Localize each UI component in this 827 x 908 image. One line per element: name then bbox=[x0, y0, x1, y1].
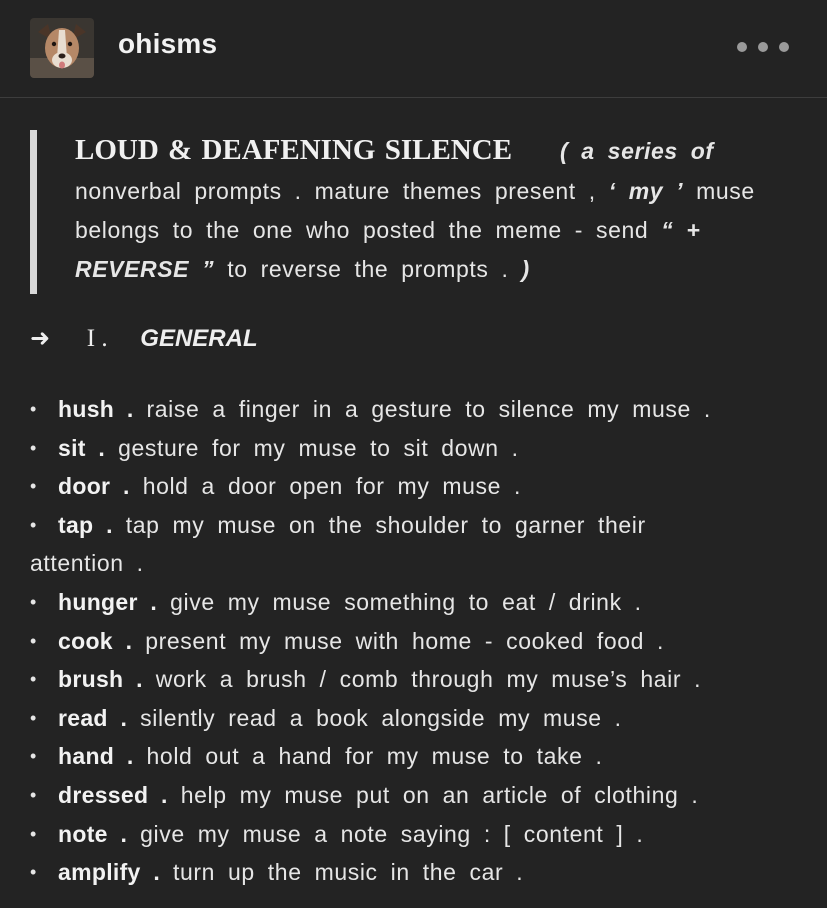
bullet-icon: • bbox=[30, 669, 37, 690]
section-heading bbox=[30, 324, 258, 353]
prompt-keyword: read . bbox=[58, 704, 128, 731]
list-item bbox=[30, 512, 646, 539]
list-item bbox=[30, 743, 602, 770]
bullet-icon: • bbox=[30, 399, 37, 419]
bullet-icon: • bbox=[30, 746, 37, 767]
more-options-icon[interactable] bbox=[737, 35, 789, 59]
prompt-text: tap my muse on the shoulder to garner their bbox=[125, 511, 646, 538]
quote-text: muse bbox=[696, 178, 755, 204]
dog-avatar-icon[interactable] bbox=[30, 18, 94, 78]
prompt-text: raise a finger in a gesture to silence my muse . bbox=[146, 396, 711, 422]
quote-text: ) bbox=[521, 256, 530, 282]
bullet-icon: • bbox=[30, 476, 37, 497]
bullet-icon: • bbox=[30, 514, 37, 535]
prompt-text-continuation: attention . bbox=[30, 550, 144, 577]
quote-text: nonverbal prompts . mature themes present , bbox=[75, 178, 596, 204]
prompt-keyword: amplify . bbox=[58, 859, 161, 886]
more-dot bbox=[779, 42, 789, 52]
section-numeral: I . bbox=[86, 325, 108, 352]
quote-text: REVERSE ” bbox=[75, 256, 215, 282]
bullet-icon: • bbox=[30, 592, 37, 612]
prompt-text: give my muse something to eat / drink . bbox=[170, 589, 642, 615]
username-link[interactable]: ohisms bbox=[118, 28, 218, 59]
prompt-keyword: tap . bbox=[58, 511, 113, 538]
prompt-keyword: brush . bbox=[58, 666, 143, 693]
prompt-keyword: hand . bbox=[58, 743, 134, 770]
prompt-keyword: door . bbox=[58, 473, 130, 500]
post-blockquote bbox=[30, 130, 790, 294]
prompt-keyword: hush . bbox=[58, 396, 134, 422]
bullet-icon: • bbox=[30, 437, 37, 458]
list-item bbox=[30, 782, 698, 809]
quote-text: ( a series of bbox=[560, 138, 714, 164]
prompt-text: work a brush / comb through my muse’s hair . bbox=[155, 666, 702, 693]
list-item bbox=[30, 473, 521, 500]
list-item bbox=[30, 859, 523, 886]
bullet-icon: • bbox=[30, 630, 37, 651]
list-item bbox=[30, 589, 642, 616]
more-dot bbox=[737, 42, 747, 52]
list-item bbox=[30, 435, 519, 462]
section-label: GENERAL bbox=[140, 325, 258, 352]
prompt-title: LOUD & DEAFENING SILENCE bbox=[75, 134, 513, 166]
quote-text: “ + bbox=[661, 217, 701, 243]
more-dot bbox=[758, 42, 768, 52]
quote-line-4 bbox=[75, 256, 530, 283]
quote-text: ‘ my ’ bbox=[608, 178, 684, 204]
list-item bbox=[30, 396, 711, 423]
list-item bbox=[30, 821, 643, 848]
prompt-text: turn up the music in the car . bbox=[173, 859, 524, 886]
list-item bbox=[30, 666, 701, 693]
prompt-text: silently read a book alongside my muse . bbox=[140, 704, 622, 731]
prompt-keyword: sit . bbox=[58, 434, 106, 461]
bullet-icon: • bbox=[30, 862, 37, 883]
post-header bbox=[0, 0, 827, 98]
prompt-keyword: dressed . bbox=[58, 782, 168, 808]
quote-text: belongs to the one who posted the meme - send bbox=[75, 217, 649, 243]
prompt-keyword: hunger . bbox=[58, 589, 158, 615]
quote-text: to reverse the prompts . bbox=[227, 256, 509, 282]
prompt-keyword: note . bbox=[58, 820, 128, 847]
list-item bbox=[30, 628, 664, 655]
arrow-icon: ➜ bbox=[30, 325, 51, 352]
prompt-text: help my muse put on an article of clothing . bbox=[180, 782, 699, 808]
prompt-text: hold out a hand for my muse to take . bbox=[146, 743, 603, 770]
bullet-icon: • bbox=[30, 785, 37, 805]
prompt-text: present my muse with home - cooked food . bbox=[145, 627, 665, 654]
prompt-text: gesture for my muse to sit down . bbox=[118, 434, 519, 461]
quote-line-1 bbox=[75, 134, 714, 167]
bullet-icon: • bbox=[30, 823, 37, 844]
prompt-keyword: cook . bbox=[58, 627, 133, 654]
prompt-text: hold a door open for my muse . bbox=[142, 473, 522, 500]
quote-line-3 bbox=[75, 217, 700, 244]
bullet-icon: • bbox=[30, 707, 37, 728]
list-item bbox=[30, 705, 622, 732]
quote-line-2 bbox=[75, 178, 755, 205]
prompt-text: give my muse a note saying : [ content ] . bbox=[140, 820, 644, 847]
